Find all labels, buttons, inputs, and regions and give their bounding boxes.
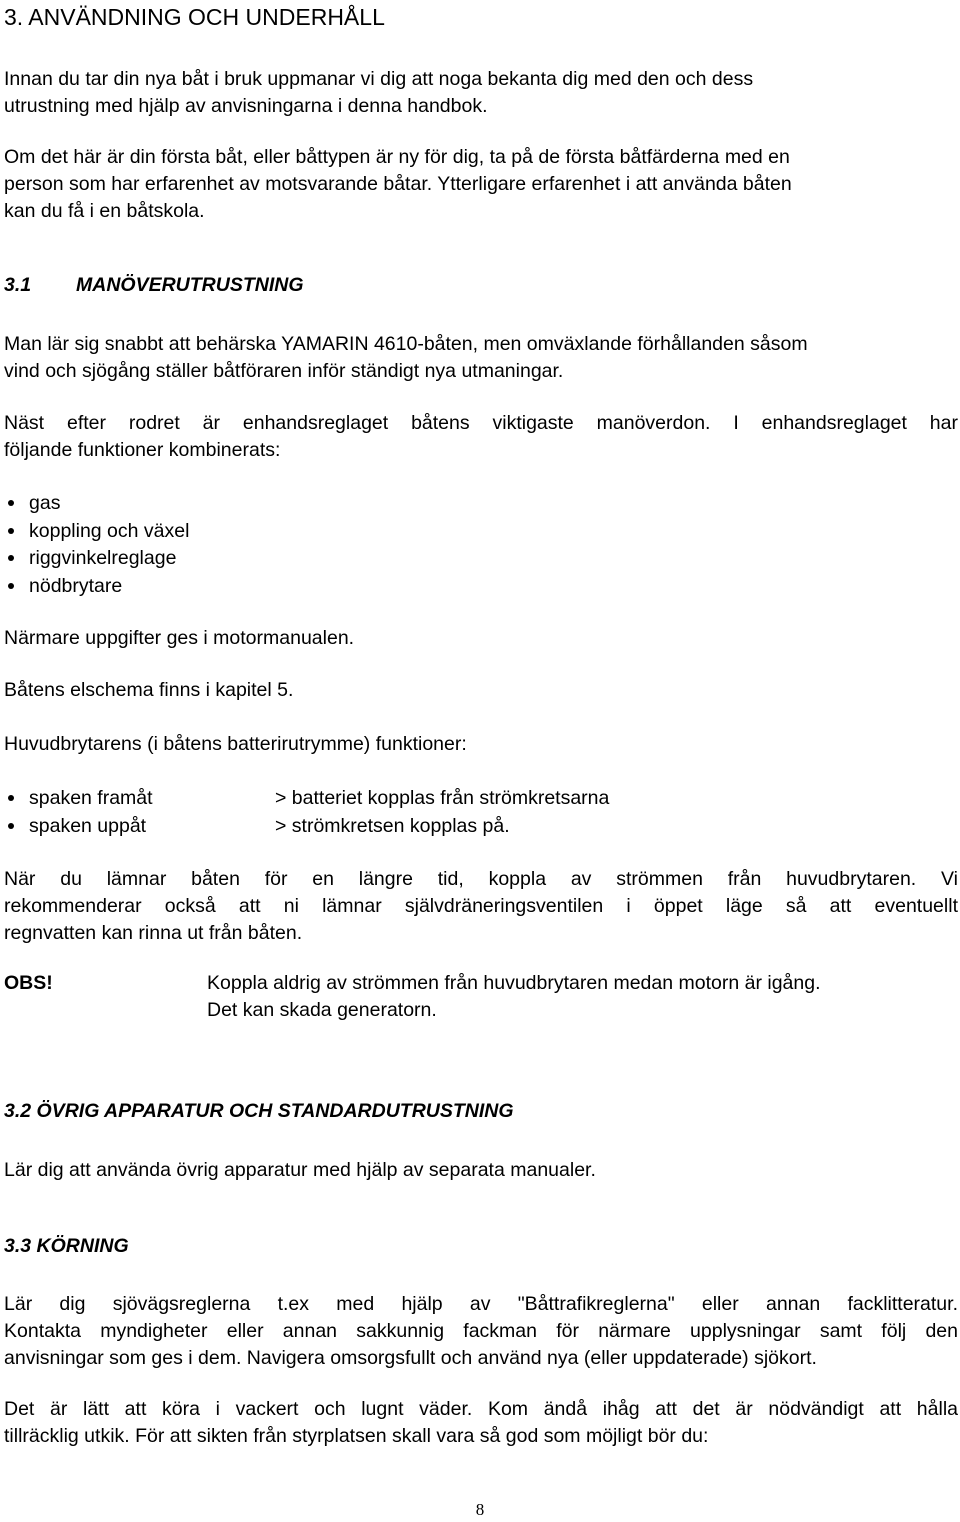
list-item-text: riggvinkelreglage	[29, 547, 177, 569]
obs-text-line2: Det kan skada generatorn.	[207, 999, 437, 1021]
section-3-1-p3-line2: rekommenderar också att ni lämnar självdräneringsventilen i öppet läge så att eventuellt	[4, 895, 958, 917]
switch-position: spaken uppåt	[29, 815, 147, 837]
switch-result: > batteriet kopplas från strömkretsarna	[275, 787, 610, 809]
section-3-1-p3-line1: När du lämnar båten för en längre tid, koppla av strömmen från huvudbrytaren. Vi	[4, 868, 958, 890]
bullet-icon	[8, 795, 14, 801]
list-item-text: nödbrytare	[29, 575, 123, 597]
schema-text: Båtens elschema finns i kapitel 5.	[4, 679, 294, 701]
section-3-2-p1: Lär dig att använda övrig apparatur med hjälp av separata manualer.	[4, 1159, 596, 1181]
section-3-1-p3-line3: regnvatten kan rinna ut från båten.	[4, 922, 303, 944]
intro-p1-line2: utrustning med hjälp av anvisningarna i denna handbok.	[4, 95, 488, 117]
bullet-icon	[8, 823, 14, 829]
section-3-1-heading	[4, 274, 304, 297]
intro-p2-line2: person som har erfarenhet av motsvarande båtar. Ytterligare erfarenhet i att använda båten	[4, 173, 792, 195]
section-3-1-p1-line2: vind och sjögång ställer båtföraren inför ständigt nya utmaningar.	[4, 360, 564, 382]
page-number: 8	[475, 1500, 485, 1519]
section-3-3-p1-line2: Kontakta myndigheter eller annan sakkunnig fackman för närmare upplysningar samt följ den	[4, 1320, 958, 1342]
section-3-1-title: MANÖVERUTRUSTNING	[76, 274, 304, 296]
bullet-icon	[8, 583, 14, 589]
switch-result: > strömkretsen kopplas på.	[275, 815, 510, 837]
bullet-icon	[8, 555, 14, 561]
bullet-icon	[8, 528, 14, 534]
intro-p1-line1: Innan du tar din nya båt i bruk uppmanar vi dig att noga bekanta dig med den och dess	[4, 68, 754, 90]
chapter-title: 3. ANVÄNDNING OCH UNDERHÅLL	[4, 4, 385, 30]
section-3-1-number: 3.1	[4, 274, 32, 296]
list-item	[4, 813, 904, 840]
section-3-2-heading: 3.2 ÖVRIG APPARATUR OCH STANDARDUTRUSTNING	[4, 1100, 514, 1122]
section-3-3-p1-line3: anvisningar som ges i dem. Navigera omsorgsfullt och använd nya (eller uppdaterade) sjökort.	[4, 1347, 817, 1369]
intro-p2-line3: kan du få i en båtskola.	[4, 200, 205, 222]
switch-position: spaken framåt	[29, 787, 153, 809]
bullet-icon	[8, 500, 14, 506]
section-3-1-p1-line1: Man lär sig snabbt att behärska YAMARIN 4610-båten, men omväxlande förhållanden såsom	[4, 333, 808, 355]
obs-label: OBS!	[4, 972, 53, 994]
section-3-1-p2-line1: Näst efter rodret är enhandsreglaget båtens viktigaste manöverdon. I enhandsreglaget har	[4, 412, 958, 434]
section-3-3-p2-line1: Det är lätt att köra i vackert och lugnt väder. Kom ändå ihåg att det är nödvändigt att hålla	[4, 1398, 958, 1420]
list-item-text: gas	[29, 492, 61, 514]
section-3-3-p2-line2: tillräcklig utkik. För att sikten från styrplatsen skall vara så god som möjligt bör du:	[4, 1425, 709, 1447]
main-switch-heading: Huvudbrytarens (i båtens batterirutrymme) funktioner:	[4, 733, 467, 755]
intro-p2-line1: Om det här är din första båt, eller båttypen är ny för dig, ta på de första båtfärderna med en	[4, 146, 790, 168]
details-text: Närmare uppgifter ges i motormanualen.	[4, 627, 355, 649]
obs-text-line1: Koppla aldrig av strömmen från huvudbrytaren medan motorn är igång.	[207, 972, 821, 994]
section-3-3-heading: 3.3 KÖRNING	[4, 1235, 129, 1257]
list-item	[4, 785, 904, 812]
list-item-text: koppling och växel	[29, 520, 190, 542]
section-3-1-p2-line2: följande funktioner kombinerats:	[4, 439, 281, 461]
section-3-3-p1-line1: Lär dig sjövägsreglerna t.ex med hjälp av "Båttrafikreglerna" eller annan facklitteratur.	[4, 1293, 958, 1315]
